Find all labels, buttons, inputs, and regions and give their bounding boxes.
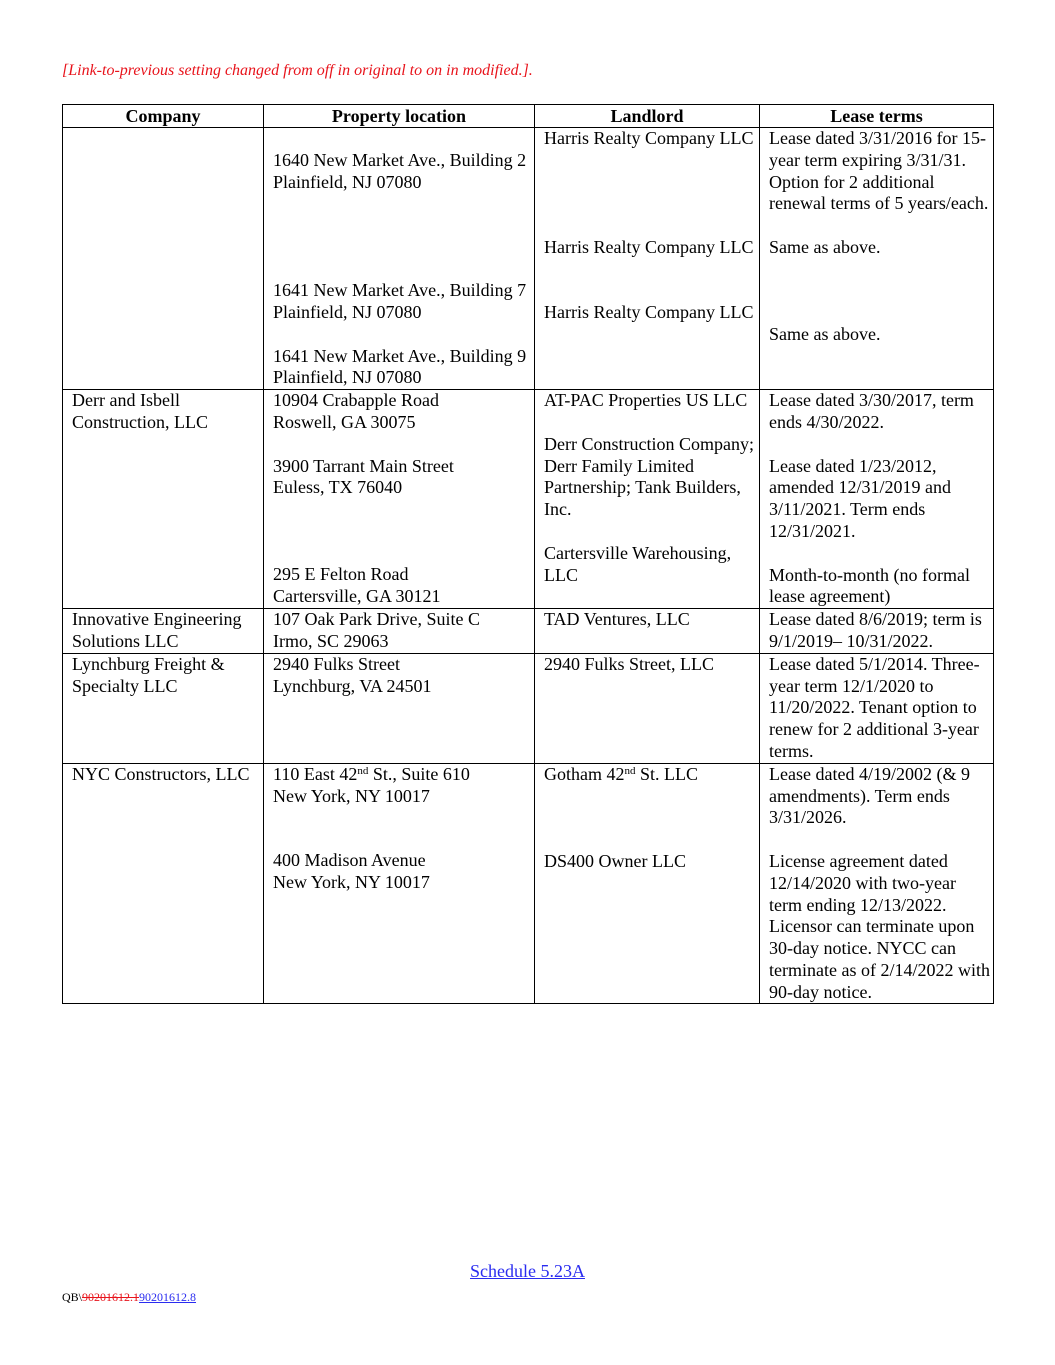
company-name: Innovative Engineering Solutions LLC [72, 609, 242, 651]
landlord: DS400 Owner LLC [544, 850, 686, 871]
header-lease-terms: Lease terms [760, 105, 994, 128]
property-location: 1641 New Market Ave., Building 7 Plainfield, NJ 07080 [273, 280, 527, 322]
header-company: Company [63, 105, 264, 128]
landlord-cell [535, 763, 760, 1004]
table-row [63, 763, 994, 1004]
landlord: Gotham 42nd St. LLC [544, 763, 699, 784]
company-cell [63, 763, 264, 1004]
lease-terms-cell [760, 390, 994, 609]
landlord: TAD Ventures, LLC [544, 609, 690, 630]
property-location: 10904 Crabapple Road Roswell, GA 30075 [273, 390, 439, 432]
company-cell [63, 609, 264, 654]
property-location: 107 Oak Park Drive, Suite C Irmo, SC 29063 [273, 609, 480, 651]
property-location: 295 E Felton Road Cartersville, GA 30121 [273, 564, 441, 606]
company-cell [63, 653, 264, 763]
landlord: Harris Realty Company LLC [544, 128, 754, 148]
lease-terms: Lease dated 5/1/2014. Three-year term 12/1/2020 to 11/20/2022. Tenant option to renew for 2 additional 3-year terms. [769, 653, 980, 761]
landlord: Derr Construction Company; Derr Family Limited Partnership; Tank Builders, Inc. [544, 433, 754, 520]
location-cell [264, 763, 535, 1004]
header-landlord: Landlord [535, 105, 760, 128]
landlord-cell [535, 653, 760, 763]
landlord: AT-PAC Properties US LLC [544, 390, 748, 411]
lease-terms: Month-to-month (no formal lease agreement) [769, 564, 970, 607]
lease-terms: Lease dated 1/23/2012, amended 12/31/2019 and 3/11/2021. Term ends 12/31/2021. [769, 455, 951, 541]
table-row [63, 390, 994, 609]
landlord: Harris Realty Company LLC [544, 236, 754, 257]
document-code: QB\90201612.190201612.8 [62, 1290, 197, 1304]
lease-terms-cell [760, 609, 994, 654]
lease-table [62, 104, 994, 1004]
deleted-code: 90201612.1 [82, 1290, 140, 1304]
property-location: 1641 New Market Ave., Building 9 Plainfield, NJ 07080 [273, 345, 527, 388]
property-location: 1640 New Market Ave., Building 2 Plainfield, NJ 07080 [273, 149, 527, 192]
company-cell [63, 390, 264, 609]
lease-terms: Same as above. [769, 323, 881, 344]
revision-note: [Link-to-previous setting changed from off in original to on in modified.]. [62, 62, 533, 79]
property-location: 400 Madison Avenue New York, NY 10017 [273, 850, 430, 893]
table-row [63, 653, 994, 763]
landlord-cell [535, 128, 760, 390]
table-row [63, 609, 994, 654]
lease-terms-cell [760, 128, 994, 390]
location-cell [264, 128, 535, 390]
property-location-address: 110 East 42nd St., Suite 610 [273, 763, 470, 784]
lease-terms: Lease dated 4/19/2002 (& 9 amendments). Term ends 3/31/2026. [769, 763, 970, 828]
location-cell [264, 390, 535, 609]
location-cell [264, 653, 535, 763]
lease-terms: Lease dated 8/6/2019; term is 9/1/2019– 10/31/2022. [769, 609, 982, 651]
company-cell [63, 128, 264, 390]
landlord: Harris Realty Company LLC [544, 301, 754, 322]
landlord: 2940 Fulks Street, LLC [544, 653, 714, 674]
property-location: 2940 Fulks Street Lynchburg, VA 24501 [273, 653, 432, 696]
schedule-link[interactable]: Schedule 5.23A [470, 1261, 585, 1281]
property-location-city: New York, NY 10017 [273, 785, 430, 806]
lease-terms: License agreement dated 12/14/2020 with two-year term ending 12/13/2022. Licensor can terminate upon 30-day notice. NYCC can terminate as of 2/14/2022 with 90-day notice. [769, 850, 990, 1002]
table-row [63, 128, 994, 390]
company-name: NYC Constructors, LLC [72, 763, 250, 784]
header-property-location: Property location [264, 105, 535, 128]
lease-terms: Lease dated 3/31/2016 for 15-year term expiring 3/31/31. Option for 2 additional renewal terms of 5 years/each. [769, 128, 989, 214]
table-header-row [63, 105, 994, 128]
landlord-cell [535, 390, 760, 609]
property-location: 3900 Tarrant Main Street Euless, TX 76040 [273, 455, 454, 498]
landlord: Cartersville Warehousing, LLC [544, 542, 732, 585]
lease-terms: Lease dated 3/30/2017, term ends 4/30/2022. [769, 390, 974, 432]
inserted-code: 90201612.8 [139, 1290, 197, 1304]
company-name: Lynchburg Freight & Specialty LLC [72, 653, 225, 696]
location-cell [264, 609, 535, 654]
lease-terms: Same as above. [769, 236, 881, 257]
lease-terms-cell [760, 763, 994, 1004]
lease-terms-cell [760, 653, 994, 763]
landlord-cell [535, 609, 760, 654]
company-name: Derr and Isbell Construction, LLC [72, 390, 208, 432]
